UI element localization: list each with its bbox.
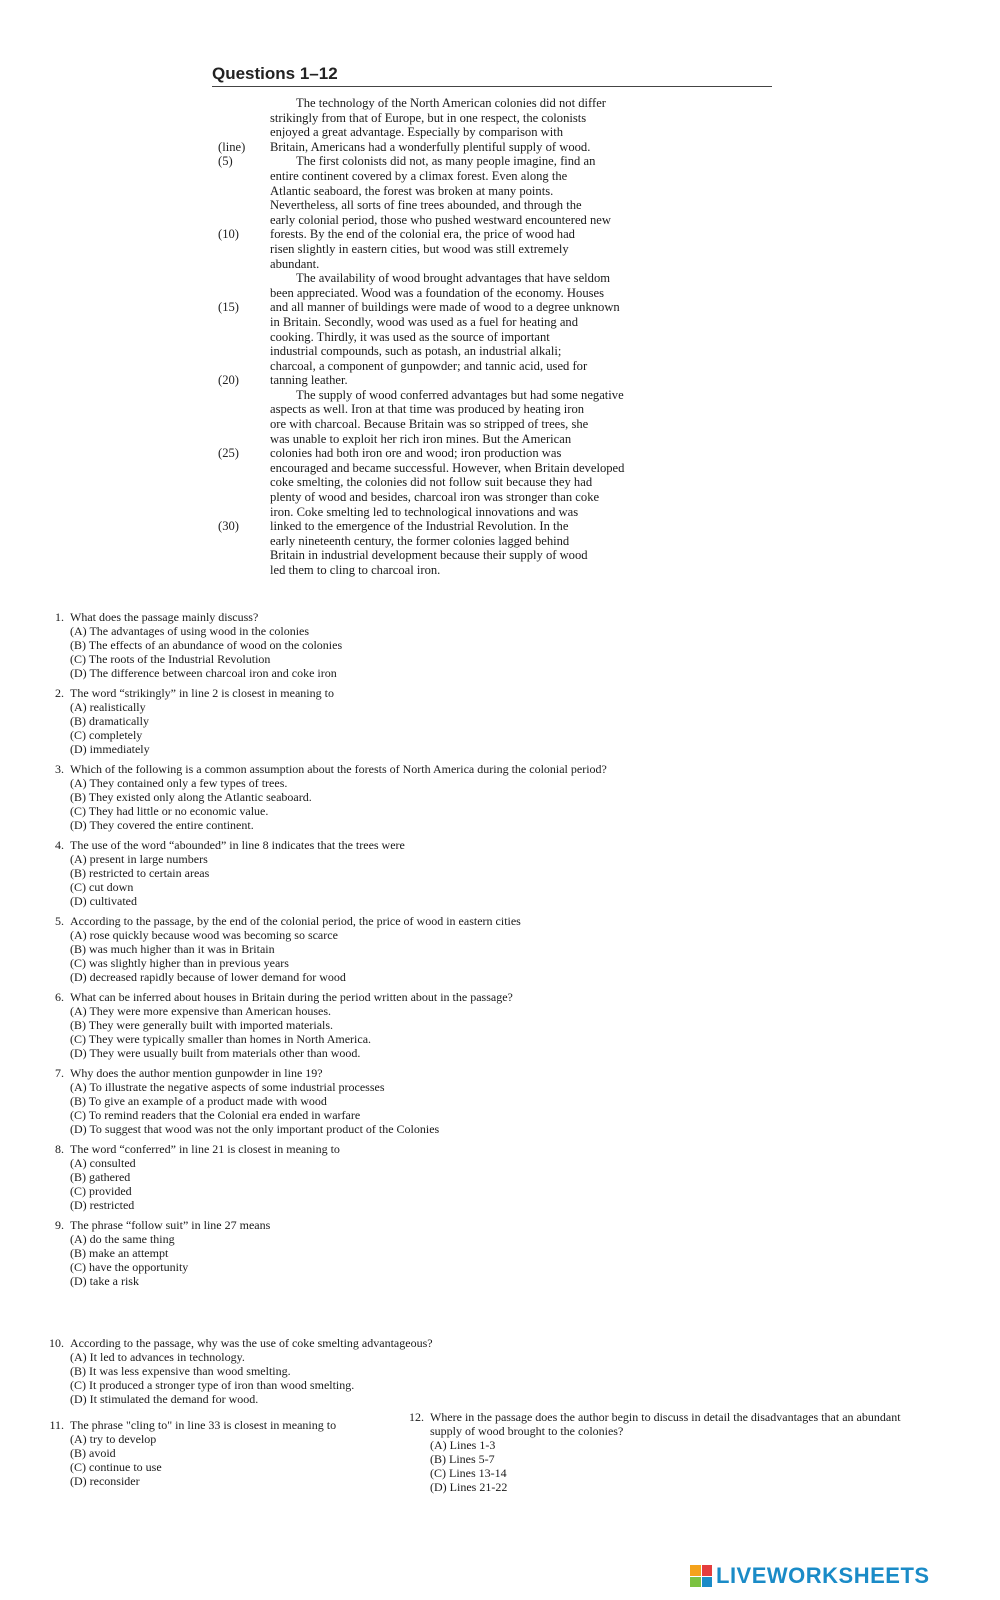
- question-stem: [38, 686, 738, 700]
- passage-text: industrial compounds, such as potash, an industrial alkali;: [270, 344, 562, 359]
- question-text: According to the passage, why was the use of coke smelting advantageous?: [70, 1336, 433, 1350]
- passage-line: [218, 140, 778, 155]
- passage-line: [218, 257, 778, 272]
- passage-line: [218, 344, 778, 359]
- passage-line: [218, 184, 778, 199]
- answer-option[interactable]: (A) present in large numbers: [70, 852, 208, 866]
- answer-option[interactable]: (B) make an attempt: [70, 1246, 169, 1260]
- passage-line: [218, 548, 778, 563]
- answer-option[interactable]: (C) Lines 13-14: [430, 1466, 507, 1480]
- passage-line: [218, 154, 778, 169]
- question-stem: [38, 762, 738, 776]
- passage-text: iron. Coke smelting led to technological innovations and was: [270, 504, 579, 519]
- question-stem: [38, 1336, 558, 1350]
- passage-text: colonies had both iron ore and wood; iron production was: [270, 446, 562, 461]
- answer-option[interactable]: (C) The roots of the Industrial Revolution: [70, 652, 271, 666]
- answer-option[interactable]: (A) rose quickly because wood was becoming so scarce: [70, 928, 338, 942]
- passage-line: [218, 315, 778, 330]
- question-stem: [38, 1218, 738, 1232]
- passage-line: [218, 490, 778, 505]
- passage-text: enjoyed a great advantage. Especially by comparison with: [270, 125, 564, 140]
- question-stem: [38, 1418, 378, 1432]
- passage-line: [218, 330, 778, 345]
- question-number: 5.: [55, 914, 64, 928]
- passage-text: risen slightly in eastern cities, but wood was still extremely: [270, 241, 569, 256]
- question-stem: [38, 1142, 738, 1156]
- answer-option[interactable]: (A) try to develop: [70, 1432, 157, 1446]
- line-number: (20): [218, 373, 239, 388]
- question-stem: [38, 914, 738, 928]
- liveworksheets-logo: [690, 1562, 930, 1590]
- answer-option[interactable]: (B) avoid: [70, 1446, 116, 1460]
- passage-text: Britain in industrial development because their supply of wood: [270, 548, 588, 563]
- passage-line: [218, 505, 778, 520]
- passage-text: in Britain. Secondly, wood was used as a fuel for heating and: [270, 314, 579, 329]
- question-stem: [38, 838, 738, 852]
- question-11: [38, 1418, 378, 1488]
- passage-line: [218, 359, 778, 374]
- passage-line: [218, 475, 778, 490]
- question-text: Which of the following is a common assumption about the forests of North America during the colonial period?: [70, 762, 607, 776]
- question-item: [38, 914, 738, 984]
- passage-text: early colonial period, those who pushed westward encountered new: [270, 212, 611, 227]
- question-stem: [38, 990, 738, 1004]
- answer-option[interactable]: (C) provided: [70, 1184, 132, 1198]
- passage-text: forests. By the end of the colonial era, the price of wood had: [270, 227, 575, 242]
- passage-line: [218, 213, 778, 228]
- passage-text: entire continent covered by a climax forest. Even along the: [270, 168, 568, 183]
- question-number: 3.: [55, 762, 64, 776]
- passage-line: [218, 96, 778, 111]
- line-number: (30): [218, 519, 239, 534]
- passage-line: [218, 271, 778, 286]
- passage-line: [218, 563, 778, 578]
- question-number: 10.: [49, 1336, 64, 1350]
- line-number: (line): [218, 139, 246, 154]
- question-text: The phrase "cling to" in line 33 is closest in meaning to: [70, 1418, 337, 1432]
- passage-line: [218, 169, 778, 184]
- question-item: [38, 990, 738, 1060]
- answer-option[interactable]: (B) They existed only along the Atlantic seaboard.: [70, 790, 312, 804]
- answer-option[interactable]: (A) It led to advances in technology.: [70, 1350, 245, 1364]
- question-12: [398, 1410, 918, 1494]
- question-item: [38, 1142, 738, 1212]
- logo-square: [690, 1577, 701, 1588]
- answer-option[interactable]: (D) take a risk: [70, 1274, 139, 1288]
- question-item: [38, 762, 738, 832]
- question-text: The word “conferred” in line 21 is closest in meaning to: [70, 1142, 340, 1156]
- question-text: Where in the passage does the author begin to discuss in detail the disadvantages that an abundant supply of wood brought to the colonies?: [430, 1410, 901, 1438]
- answer-option[interactable]: (B) To give an example of a product made with wood: [70, 1094, 327, 1108]
- answer-option[interactable]: (B) was much higher than it was in Britain: [70, 942, 275, 956]
- answer-option[interactable]: (A) do the same thing: [70, 1232, 175, 1246]
- passage-text: encouraged and became successful. However, when Britain developed: [270, 460, 625, 475]
- logo-text: LIVEWORKSHEETS: [716, 1563, 930, 1588]
- question-text: The word “strikingly” in line 2 is closest in meaning to: [70, 686, 334, 700]
- passage-line: [218, 388, 778, 403]
- answer-option[interactable]: (C) They were typically smaller than homes in North America.: [70, 1032, 372, 1046]
- passage-line: [218, 242, 778, 257]
- passage-text: early nineteenth century, the former colonies lagged behind: [270, 533, 570, 548]
- answer-option[interactable]: (C) was slightly higher than in previous years: [70, 956, 289, 970]
- passage-text: The first colonists did not, as many people imagine, find an: [296, 154, 596, 169]
- passage-line: [218, 461, 778, 476]
- answer-option[interactable]: (B) It was less expensive than wood smelting.: [70, 1364, 291, 1378]
- question-text: According to the passage, by the end of the colonial period, the price of wood in eastern cities: [70, 914, 521, 928]
- passage-line: [218, 300, 778, 315]
- question-text: What can be inferred about houses in Britain during the period written about in the passage?: [70, 990, 513, 1004]
- passage-line: [218, 111, 778, 126]
- question-number: 11.: [49, 1418, 64, 1432]
- question-number: 4.: [55, 838, 64, 852]
- passage-line: [218, 198, 778, 213]
- passage-text: strikingly from that of Europe, but in one respect, the colonists: [270, 110, 587, 125]
- answer-option[interactable]: (D) decreased rapidly because of lower demand for wood: [70, 970, 346, 984]
- answer-option[interactable]: (A) They contained only a few types of trees.: [70, 776, 288, 790]
- answer-option[interactable]: (D) They were usually built from materials other than wood.: [70, 1046, 361, 1060]
- answer-option[interactable]: (D) To suggest that wood was not the only important product of the Colonies: [70, 1122, 440, 1136]
- answer-option[interactable]: (A) Lines 1-3: [430, 1438, 496, 1452]
- question-item: [38, 686, 738, 756]
- answer-option[interactable]: (D) Lines 21-22: [430, 1480, 508, 1494]
- passage-text: plenty of wood and besides, charcoal iron was stronger than coke: [270, 490, 600, 505]
- question-text: What does the passage mainly discuss?: [70, 610, 259, 624]
- line-number: (15): [218, 300, 239, 315]
- answer-option[interactable]: (A) The advantages of using wood in the colonies: [70, 624, 310, 638]
- answer-option[interactable]: (D) It stimulated the demand for wood.: [70, 1392, 259, 1406]
- answer-option[interactable]: (A) To illustrate the negative aspects of some industrial processes: [70, 1080, 385, 1094]
- answer-option[interactable]: (B) They were generally built with imported materials.: [70, 1018, 334, 1032]
- passage-text: cooking. Thirdly, it was used as the source of important: [270, 329, 550, 344]
- answer-option[interactable]: (A) They were more expensive than American houses.: [70, 1004, 332, 1018]
- question-item: [38, 610, 738, 680]
- passage-text: been appreciated. Wood was a foundation of the economy. Houses: [270, 285, 605, 300]
- passage-text: coke smelting, the colonies did not follow suit because they had: [270, 475, 593, 490]
- question-number: 1.: [55, 610, 64, 624]
- answer-option[interactable]: (C) To remind readers that the Colonial era ended in warfare: [70, 1108, 361, 1122]
- question-number: 12.: [409, 1410, 424, 1424]
- line-number: (25): [218, 446, 239, 461]
- logo-square: [690, 1565, 701, 1576]
- question-10: [38, 1336, 558, 1406]
- passage-text: ore with charcoal. Because Britain was so stripped of trees, she: [270, 417, 589, 432]
- question-number: 7.: [55, 1066, 64, 1080]
- passage-line: [218, 432, 778, 447]
- passage-line: [218, 402, 778, 417]
- answer-option[interactable]: (C) completely: [70, 728, 143, 742]
- passage-line: [218, 286, 778, 301]
- logo-icon: [690, 1565, 712, 1587]
- answer-option[interactable]: (B) The effects of an abundance of wood on the colonies: [70, 638, 343, 652]
- question-number: 2.: [55, 686, 64, 700]
- logo-square: [702, 1577, 713, 1588]
- passage-text: The technology of the North American colonies did not differ: [296, 96, 606, 110]
- passage-text: Nevertheless, all sorts of fine trees abounded, and through the: [270, 198, 582, 213]
- answer-option[interactable]: (A) consulted: [70, 1156, 136, 1170]
- question-item: [38, 838, 738, 908]
- passage-text: Atlantic seaboard, the forest was broken at many points.: [270, 183, 554, 198]
- answer-option[interactable]: (D) reconsider: [70, 1474, 140, 1488]
- answer-option[interactable]: (D) They covered the entire continent.: [70, 818, 254, 832]
- line-number: (5): [218, 154, 233, 169]
- passage-text: The supply of wood conferred advantages but had some negative: [296, 387, 624, 402]
- passage-text: was unable to exploit her rich iron mines. But the American: [270, 431, 572, 446]
- answer-option[interactable]: (D) immediately: [70, 742, 150, 756]
- passage-text: aspects as well. Iron at that time was produced by heating iron: [270, 402, 585, 417]
- answer-option[interactable]: (C) have the opportunity: [70, 1260, 189, 1274]
- passage-text: abundant.: [270, 256, 320, 271]
- question-text: The use of the word “abounded” in line 8 indicates that the trees were: [70, 838, 405, 852]
- answer-option[interactable]: (C) They had little or no economic value.: [70, 804, 269, 818]
- section-title: Questions 1–12: [212, 64, 772, 87]
- question-number: 9.: [55, 1218, 64, 1232]
- passage-text: Britain, Americans had a wonderfully plentiful supply of wood.: [270, 139, 591, 154]
- answer-option[interactable]: (C) continue to use: [70, 1460, 162, 1474]
- answer-option[interactable]: (D) restricted: [70, 1198, 135, 1212]
- passage-line: [218, 125, 778, 140]
- answer-option[interactable]: (B) Lines 5-7: [430, 1452, 495, 1466]
- passage-text: led them to cling to charcoal iron.: [270, 563, 441, 577]
- passage-text: and all manner of buildings were made of wood to a degree unknown: [270, 300, 620, 315]
- answer-option[interactable]: (A) realistically: [70, 700, 146, 714]
- answer-option[interactable]: (C) cut down: [70, 880, 134, 894]
- passage-line: [218, 373, 778, 388]
- passage-line: [218, 446, 778, 461]
- question-text: The phrase “follow suit” in line 27 means: [70, 1218, 271, 1232]
- answer-option[interactable]: (D) The difference between charcoal iron and coke iron: [70, 666, 337, 680]
- question-stem: [38, 1066, 738, 1080]
- logo-square: [702, 1565, 713, 1576]
- question-stem: [38, 610, 738, 624]
- question-number: 8.: [55, 1142, 64, 1156]
- answer-option[interactable]: (B) gathered: [70, 1170, 131, 1184]
- question-item: [38, 1218, 738, 1288]
- reading-passage: [218, 96, 778, 578]
- answer-option[interactable]: (C) It produced a stronger type of iron than wood smelting.: [70, 1378, 355, 1392]
- passage-line: [218, 534, 778, 549]
- passage-text: charcoal, a component of gunpowder; and tannic acid, used for: [270, 358, 588, 373]
- question-list: [38, 610, 738, 1294]
- passage-line: [218, 417, 778, 432]
- question-stem: [398, 1410, 918, 1438]
- question-number: 6.: [55, 990, 64, 1004]
- question-item: [38, 1066, 738, 1136]
- question-text: Why does the author mention gunpowder in line 19?: [70, 1066, 323, 1080]
- passage-text: tanning leather.: [270, 373, 348, 388]
- line-number: (10): [218, 227, 239, 242]
- passage-text: The availability of wood brought advantages that have seldom: [296, 271, 611, 286]
- answer-option[interactable]: (B) restricted to certain areas: [70, 866, 210, 880]
- answer-option[interactable]: (B) dramatically: [70, 714, 149, 728]
- passage-line: [218, 519, 778, 534]
- answer-option[interactable]: (D) cultivated: [70, 894, 137, 908]
- passage-text: linked to the emergence of the Industrial Revolution. In the: [270, 519, 569, 534]
- passage-line: [218, 227, 778, 242]
